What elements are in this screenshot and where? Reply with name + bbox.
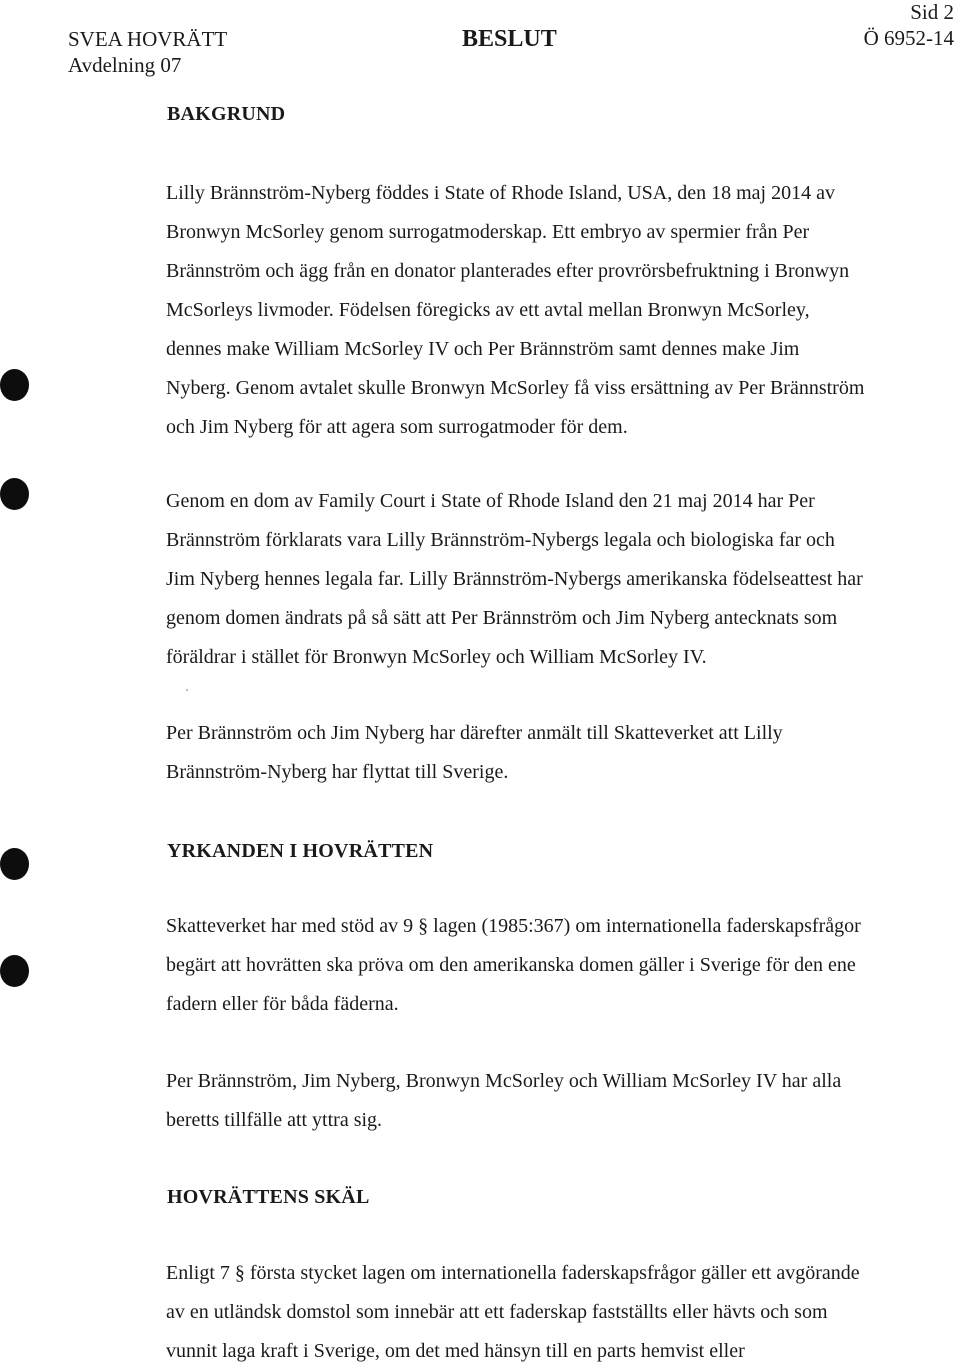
paragraph-reasons-1 [166,1254,946,1371]
text-line: Skatteverket har med stöd av 9 § lagen (1985:367) om internationella faderskapsfrågor [166,915,861,937]
paragraph-claims-1 [166,907,946,1024]
text-line: och Jim Nyberg för att agera som surrogatmoder för dem. [166,416,628,438]
paragraph-claims-2 [166,1062,946,1140]
text-line: begärt att hovrätten ska pröva om den amerikanska domen gäller i Sverige för den ene [166,954,856,976]
section-heading-bakgrund: BAKGRUND [167,103,286,125]
section-heading-skal: HOVRÄTTENS SKÄL [167,1186,370,1208]
case-number: Ö 6952-14 [863,26,954,50]
text-line: Jim Nyberg hennes legala far. Lilly Brännström-Nybergs amerikanska födelseattest har [166,568,863,590]
text-line: vunnit laga kraft i Sverige, om det med hänsyn till en parts hemvist eller [166,1340,745,1362]
text-line: föräldrar i stället för Bronwyn McSorley och William McSorley IV. [166,646,707,668]
text-line: Brännström förklarats vara Lilly Brännström-Nybergs legala och biologiska far och [166,529,835,551]
paragraph-background-2 [166,482,946,677]
text-line: fadern eller för båda fäderna. [166,993,399,1015]
text-line: genom domen ändrats på så sätt att Per Brännström och Jim Nyberg antecknats som [166,607,838,629]
text-line: Brännström och ägg från en donator planterades efter provrörsbefruktning i Bronwyn [166,260,850,282]
text-line: dennes make William McSorley IV och Per Brännström samt dennes make Jim [166,338,800,360]
court-header [68,26,227,78]
text-line: McSorleys livmoder. Födelsen föregicks av ett avtal mellan Bronwyn McSorley, [166,299,810,321]
text-line: Genom en dom av Family Court i State of Rhode Island den 21 maj 2014 har Per [166,490,815,512]
text-line: Per Brännström och Jim Nyberg har därefter anmält till Skatteverket att Lilly [166,722,783,744]
court-division: Avdelning 07 [68,53,182,77]
text-line: Lilly Brännström-Nyberg föddes i State of Rhode Island, USA, den 18 maj 2014 av [166,182,835,204]
page-number: Sid 2 [910,0,954,24]
text-line: Brännström-Nyberg har flyttat till Sverige. [166,761,509,783]
paragraph-background-3 [166,714,946,792]
document-type: BESLUT [462,26,557,52]
section-heading-yrkanden: YRKANDEN I HOVRÄTTEN [167,840,434,862]
punch-hole-mark [0,478,29,510]
text-line: beretts tillfälle att yttra sig. [166,1109,383,1131]
punch-hole-mark [0,955,29,987]
text-line: Enligt 7 § första stycket lagen om internationella faderskapsfrågor gäller ett avgörande [166,1262,860,1284]
scan-speck [186,689,188,691]
court-name: SVEA HOVRÄTT [68,27,228,51]
punch-hole-mark [0,369,29,401]
punch-hole-mark [0,848,29,880]
text-line: Bronwyn McSorley genom surrogatmoderskap. Ett embryo av spermier från Per [166,221,810,243]
text-line: Per Brännström, Jim Nyberg, Bronwyn McSorley och William McSorley IV har alla [166,1070,842,1092]
text-line: av en utländsk domstol som innebär att ett faderskap fastställts eller hävts och som [166,1301,828,1323]
paragraph-background-1 [166,174,946,447]
text-line: Nyberg. Genom avtalet skulle Bronwyn McSorley få viss ersättning av Per Brännström [166,377,865,399]
